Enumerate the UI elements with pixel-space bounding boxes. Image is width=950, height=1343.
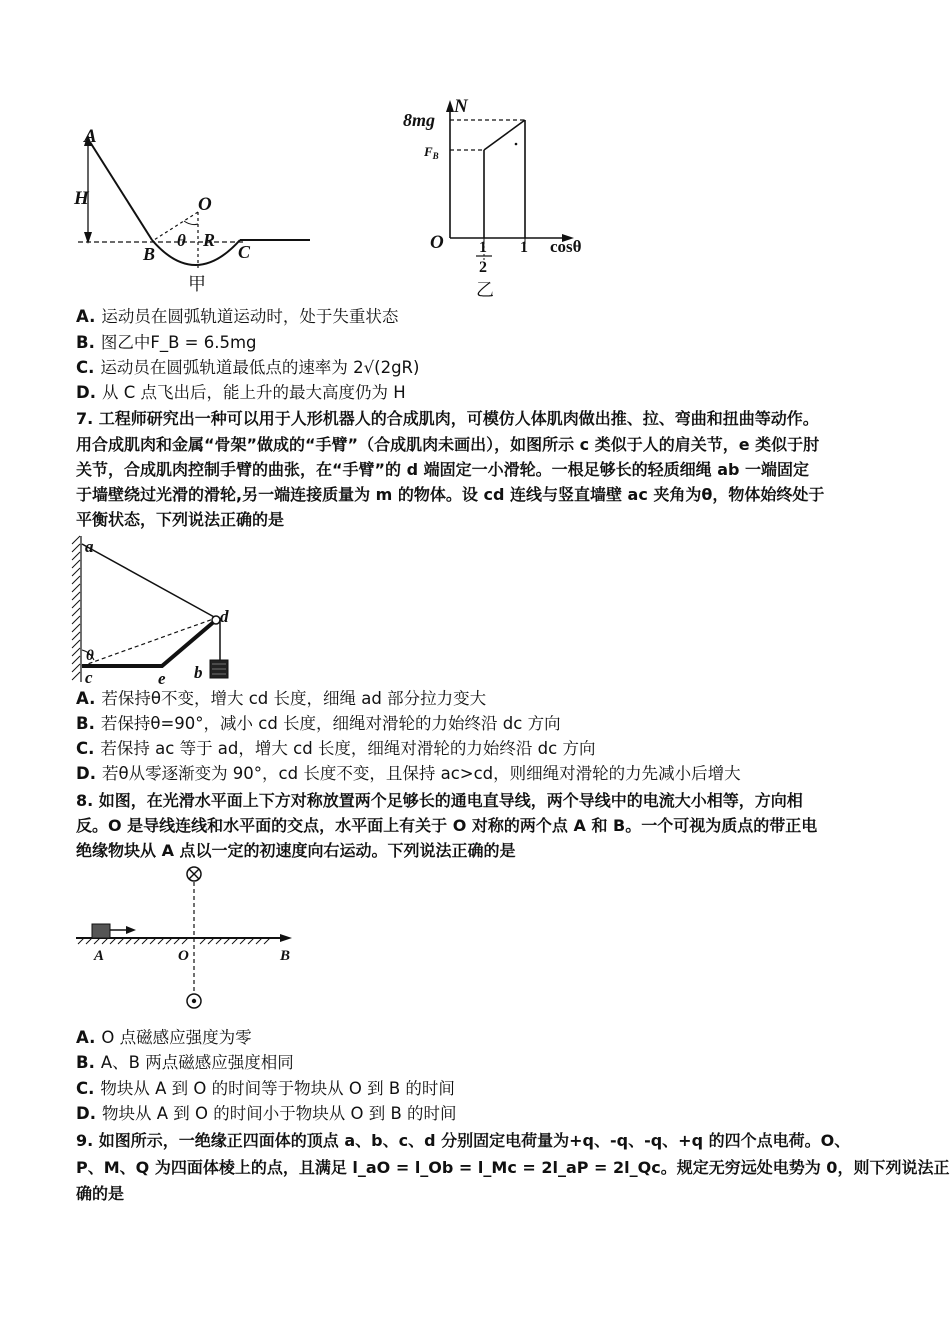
label-a: a [85,537,94,556]
label-theta-q7: θ [86,648,94,664]
q6-option-a: A. 运动员在圆弧轨道运动时，处于失重状态 [76,307,399,326]
label-A-q8: A [94,948,105,964]
q8-stem-line-2: 反。O 是导线连线和水平面的交点，水平面上有关于 O 对称的两个点 A 和 B。一个可视为质点的带正电 [76,816,818,835]
label-c: c [85,668,93,687]
label-O-q8: O [178,948,189,964]
label-half-den: 2 [479,259,487,276]
q7-option-c: C. 若保持 ac 等于 ad，增大 cd 长度，细绳对滑轮的力始终沿 dc 方向 [76,739,596,758]
label-e: e [158,669,166,687]
label-FB: $F_B$ [424,144,439,161]
q6-option-d: D. 从 C 点飞出后，能上升的最大高度仍为 H [76,383,406,402]
q8-option-d: D. 物块从 A 到 O 的时间小于物块从 O 到 B 的时间 [76,1104,457,1123]
q7-stem-line-3: 关节，合成肌肉控制手臂的曲张，在“手臂”的 d 端固定一小滑轮。一根足够长的轻质细绳 ab 一端固定 [76,460,810,479]
label-O: O [198,194,212,215]
q7-option-a: A. 若保持θ不变，增大 cd 长度，细绳 ad 部分拉力变大 [76,689,487,708]
label-R: R [203,230,216,250]
q9-stem-line-3: 确的是 [76,1184,125,1203]
q9-stem-line-2: P、M、Q 为四面体棱上的点，且满足 l_aO = l_Ob = l_Mc = 2l_aP = 2l_Qc。规定无穷远处电势为 0，则下列说法正 [76,1158,950,1177]
figure-q8 [70,860,310,1020]
q7-stem-line-5: 平衡状态，下列说法正确的是 [76,510,285,529]
label-one: 1 [520,239,528,256]
q7-stem-line-1: 7. 工程师研究出一种可以用于人形机器人的合成肌肉，可模仿人体肌肉做出推、拉、弯曲和扭曲等动作。 [76,409,819,428]
label-H: H [74,188,89,209]
q9-stem-line-1: 9. 如图所示，一绝缘正四面体的顶点 a、b、c、d 分别固定电荷量为+q、-q、-q、+q 的四个点电荷。O、 [76,1131,851,1150]
figure-yi [400,98,600,303]
label-b: b [194,663,203,682]
figure-q7 [70,532,250,687]
q7-option-d: D. 若θ从零逐渐变为 90°，cd 长度不变，且保持 ac>cd，则细绳对滑轮的力先减小后增大 [76,764,741,783]
q8-option-c: C. 物块从 A 到 O 的时间等于物块从 O 到 B 的时间 [76,1079,455,1098]
caption-jia: 甲 [188,274,206,294]
label-B-q8: B [280,948,291,964]
label-origin: O [430,232,444,253]
label-N: N [454,98,468,117]
label-half-num: 1 [479,239,487,256]
q6-option-c: C. 运动员在圆弧轨道最低点的速率为 2√(2gR) [76,358,420,377]
q7-stem-line-2: 用合成肌肉和金属“骨架”做成的“手臂”（合成肌肉未画出），如图所示 c 类似于人的肩关节，e 类似于肘 [76,435,820,454]
q8-option-b: B. A、B 两点磁感应强度相同 [76,1053,294,1072]
q8-option-a: A. O 点磁感应强度为零 [76,1028,252,1047]
figure-jia [70,120,330,300]
label-d: d [220,607,229,626]
label-C: C [238,242,251,262]
q8-stem-line-3: 绝缘物块从 A 点以一定的初速度向右运动。下列说法正确的是 [76,841,516,860]
label-8mg: 8mg [403,110,436,130]
q7-option-b: B. 若保持θ=90°，减小 cd 长度，细绳对滑轮的力始终沿 dc 方向 [76,714,561,733]
q6-option-b: B. 图乙中F_B = 6.5mg [76,333,257,352]
label-B: B [143,244,156,264]
caption-yi: 乙 [476,280,494,300]
q7-stem-line-4: 于墙壁绕过光滑的滑轮,另一端连接质量为 m 的物体。设 cd 连线与竖直墙壁 ac 夹角为θ，物体始终处于 [76,485,825,504]
q8-stem-line-1: 8. 如图，在光滑水平面上下方对称放置两个足够长的通电直导线，两个导线中的电流大小相等，方向相 [76,791,803,810]
label-theta: θ [177,231,186,250]
label-cos-theta: cosθ [550,237,582,256]
label-A: A [84,126,97,147]
